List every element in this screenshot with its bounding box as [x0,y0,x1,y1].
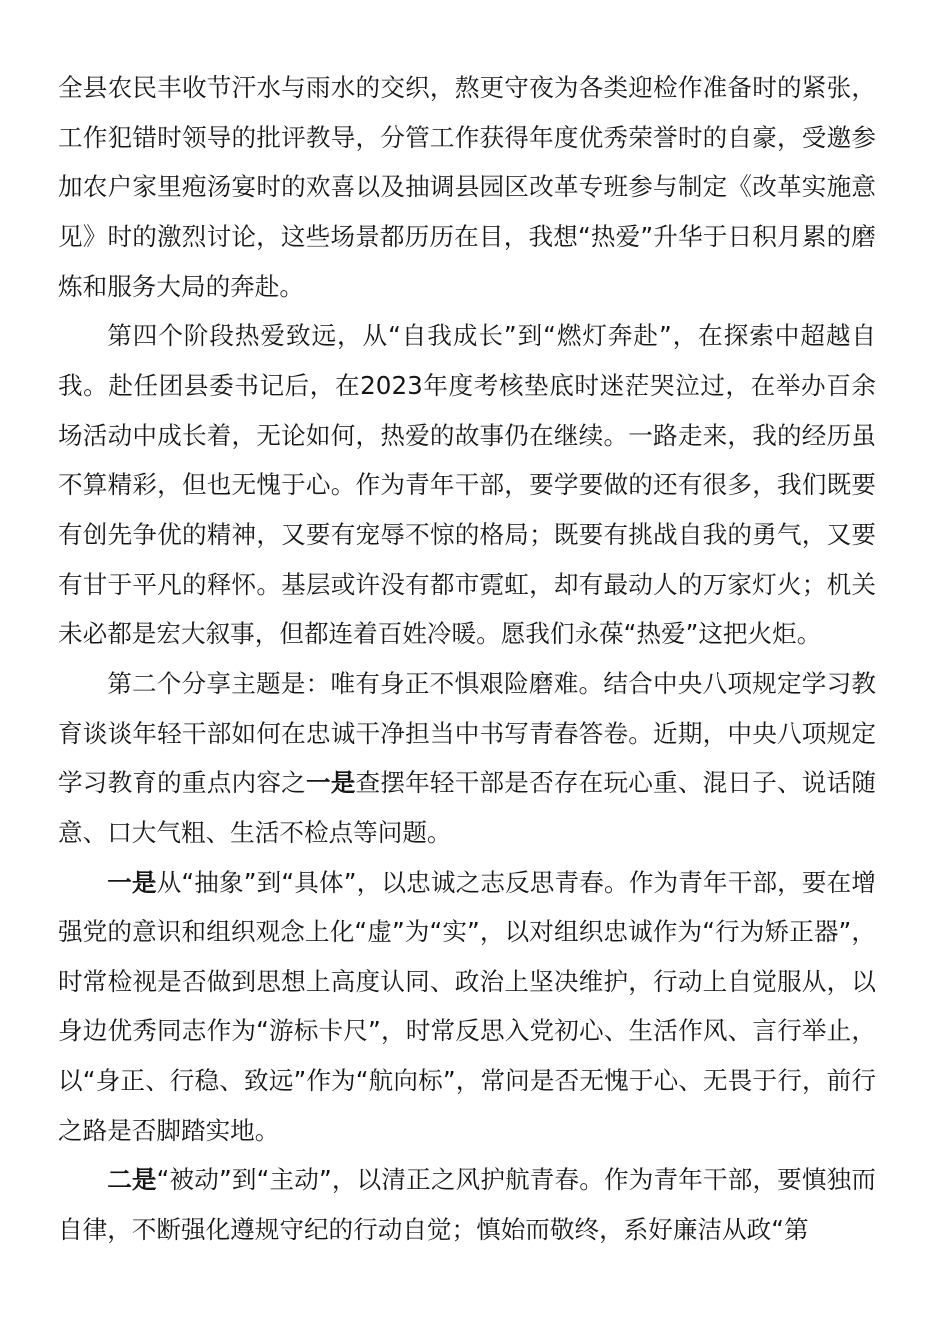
paragraph-3-bold-run: 一是 [107,867,157,897]
paragraph-3 [58,858,876,1156]
paragraph-3-run-1: 从“抽象”到“具体”，以忠诚之志反思青春。作为青年干部，要在增强党的意识和组织观念上化“虚”为“实”，以对组织忠诚作为“行为矫正器”，时常检视是否做到思想上高度认同、政治上坚决维护，行动上自觉服从，以身边优秀同志作为“游标卡尺”，时常反思入党初心、生活作风、言行举止，以“身正、行稳、致远”作为“航向标”，常问是否无愧于心、无畏于行，前行之路是否脚踏实地。 [58,867,876,1145]
paragraph-2 [58,659,876,858]
paragraph-2-bold-run: 一是 [305,768,356,798]
paragraph-1 [58,311,876,659]
paragraph-1-run-0: 第四个阶段热爱致远，从“自我成长”到“燃灯奔赴”，在探索中超越自我。赴任团县委书记后，在2023年度考核垫底时迷茫哭泣过，在举办百余场活动中成长着，无论如何，热爱的故事仍在继续。一路走来，我的经历虽不算精彩，但也无愧于心。作为青年干部，要学要做的还有很多，我们既要有创先争优的精神，又要有宠辱不惊的格局；既要有挑战自我的勇气，又要有甘于平凡的释怀。基层或许没有都市霓虹，却有最动人的万家灯火；机关未必都是宏大叙事，但都连着百姓冷暖。愿我们永葆“热爱”这把火炬。 [58,321,876,649]
paragraph-0 [58,63,876,311]
paragraph-0-run-0: 全县农民丰收节汗水与雨水的交织，熬更守夜为各类迎检作准备时的紧张，工作犯错时领导的批评教导，分管工作获得年度优秀荣誉时的自豪，受邀参加农户家里疱汤宴时的欢喜以及抽调县园区改革专班参与制定《改革实施意见》时的激烈讨论，这些场景都历历在目，我想“热爱”升华于日积月累的磨炼和服务大局的奔赴。 [58,73,876,301]
paragraph-2-run-2: 查摆年轻干部是否存在玩心重、混日子、说话随意、口大气粗、生活不检点等问题。 [58,768,876,847]
paragraph-4-run-1: “被动”到“主动”，以清正之风护航青春。作为青年干部，要慎独而自律，不断强化遵规守纪的行动自觉；慎始而敬终，系好廉洁从政“第 [58,1165,876,1245]
document-body [58,63,876,1255]
paragraph-4 [58,1155,876,1254]
paragraph-2-run-0: 第二个分享主题是：唯有身正不惧艰险磨难。结合中央八项规定学习教育谈谈年轻干部如何在忠诚干净担当中书写青春答卷。近期，中央八项规定学习教育的重点内容之 [58,668,876,798]
paragraph-4-bold-run: 二是 [107,1165,157,1195]
